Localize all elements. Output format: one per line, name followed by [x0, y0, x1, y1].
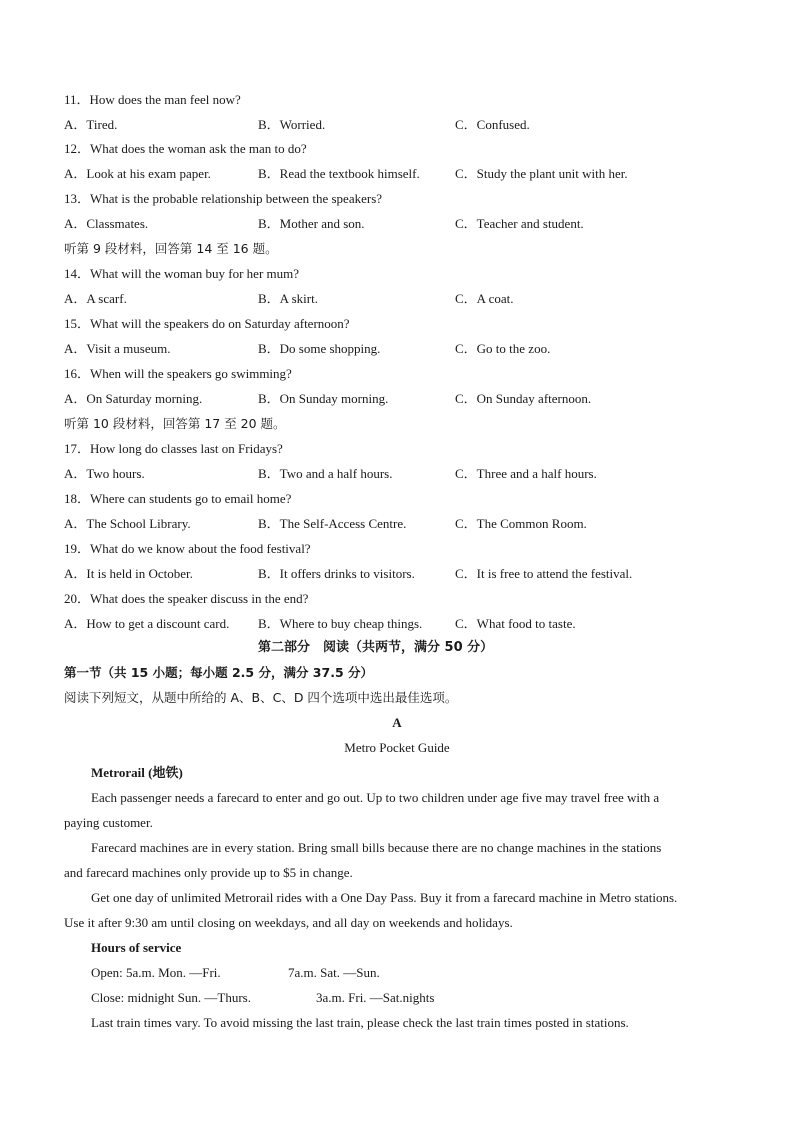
- question-stem: 18．Where can students go to email home?: [64, 491, 292, 506]
- option-a: A．Tired.: [64, 117, 118, 132]
- passage-letter: A: [392, 715, 402, 730]
- question-stem: 12．What does the woman ask the man to do?: [64, 141, 307, 156]
- question-options: [64, 162, 730, 186]
- question-stem: 13．What is the probable relationship between the speakers?: [64, 191, 383, 206]
- option-a: A．On Saturday morning.: [64, 391, 203, 406]
- section-one-title: 第一节（共 15 小题；每小题 2.5 分，满分 37.5 分）: [64, 665, 373, 680]
- option-b: B．Two and a half hours.: [258, 466, 393, 481]
- option-b: B．Where to buy cheap things.: [258, 616, 423, 631]
- passage-text: Farecard machines are in every station. Bring small bills because there are no change machines in the stations: [91, 840, 662, 855]
- question-options: [64, 612, 730, 636]
- question-stem: 15．What will the speakers do on Saturday afternoon?: [64, 316, 350, 331]
- question-stem: 17．How long do classes last on Fridays?: [64, 441, 283, 456]
- option-a: A．How to get a discount card.: [64, 616, 230, 631]
- option-a: A．Visit a museum.: [64, 341, 171, 356]
- option-c: C．The Common Room.: [455, 516, 587, 531]
- option-c: C．Teacher and student.: [455, 216, 584, 231]
- passage-text: paying customer.: [64, 815, 153, 830]
- part-two-title: 第二部分 阅读（共两节，满分 50 分）: [258, 640, 494, 655]
- question-options: [64, 512, 730, 536]
- open-weekends: 7a.m. Sat. —Sun.: [288, 965, 380, 980]
- listening-instruction: 听第 10 段材料，回答第 17 至 20 题。: [64, 416, 286, 431]
- question-stem: 19．What do we know about the food festival?: [64, 541, 311, 556]
- question-options: [64, 387, 730, 411]
- option-b: B．On Sunday morning.: [258, 391, 389, 406]
- question-options: [64, 462, 730, 486]
- question-options: [64, 113, 730, 137]
- option-b: B．Read the textbook himself.: [258, 166, 420, 181]
- hours-close: [64, 986, 730, 1010]
- option-a: A．Two hours.: [64, 466, 145, 481]
- option-c: C．Go to the zoo.: [455, 341, 551, 356]
- listening-instruction: 听第 9 段材料，回答第 14 至 16 题。: [64, 241, 278, 256]
- question-stem: 14．What will the woman buy for her mum?: [64, 266, 300, 281]
- passage-text: Use it after 9:30 am until closing on weekdays, and all day on weekends and holidays.: [64, 915, 513, 930]
- option-b: B．Mother and son.: [258, 216, 365, 231]
- hours-open: [64, 961, 730, 985]
- option-a: A．Look at his exam paper.: [64, 166, 211, 181]
- option-c: C．It is free to attend the festival.: [455, 566, 633, 581]
- question-options: [64, 562, 730, 586]
- passage-text: Last train times vary. To avoid missing the last train, please check the last train times posted in stations.: [91, 1015, 629, 1030]
- option-c: C．A coat.: [455, 291, 514, 306]
- question-options: [64, 287, 730, 311]
- passage-heading: Hours of service: [91, 940, 182, 955]
- option-a: A．A scarf.: [64, 291, 127, 306]
- passage-text: and farecard machines only provide up to $5 in change.: [64, 865, 353, 880]
- option-b: B．It offers drinks to visitors.: [258, 566, 415, 581]
- question-stem: 11．How does the man feel now?: [64, 92, 241, 107]
- reading-directions: 阅读下列短文，从题中所给的 A、B、C、D 四个选项中选出最佳选项。: [64, 690, 458, 705]
- option-b: B．The Self-Access Centre.: [258, 516, 407, 531]
- option-b: B．Do some shopping.: [258, 341, 381, 356]
- question-options: [64, 337, 730, 361]
- part-two-header: [64, 636, 730, 660]
- question-options: [64, 212, 730, 236]
- option-c: C．Study the plant unit with her.: [455, 166, 628, 181]
- option-c: C．On Sunday afternoon.: [455, 391, 592, 406]
- option-a: A．Classmates.: [64, 216, 149, 231]
- option-c: C．Confused.: [455, 117, 530, 132]
- question-stem: 16．When will the speakers go swimming?: [64, 366, 292, 381]
- option-c: C．Three and a half hours.: [455, 466, 597, 481]
- option-a: A．It is held in October.: [64, 566, 193, 581]
- option-a: A．The School Library.: [64, 516, 191, 531]
- passage-title: Metro Pocket Guide: [344, 740, 450, 755]
- close-weekends: 3a.m. Fri. —Sat.nights: [316, 990, 435, 1005]
- passage-text: Each passenger needs a farecard to enter and go out. Up to two children under age five may travel free with a: [91, 790, 660, 805]
- option-c: C．What food to taste.: [455, 616, 576, 631]
- close-weekdays: Close: midnight Sun. —Thurs.: [91, 990, 251, 1005]
- open-weekdays: Open: 5a.m. Mon. —Fri.: [91, 965, 221, 980]
- passage-heading: Metrorail (地铁): [91, 765, 183, 780]
- passage-text: Get one day of unlimited Metrorail rides with a One Day Pass. Buy it from a farecard machine in Metro stations.: [91, 890, 678, 905]
- option-b: B．A skirt.: [258, 291, 318, 306]
- question-stem: 20．What does the speaker discuss in the end?: [64, 591, 309, 606]
- option-b: B．Worried.: [258, 117, 326, 132]
